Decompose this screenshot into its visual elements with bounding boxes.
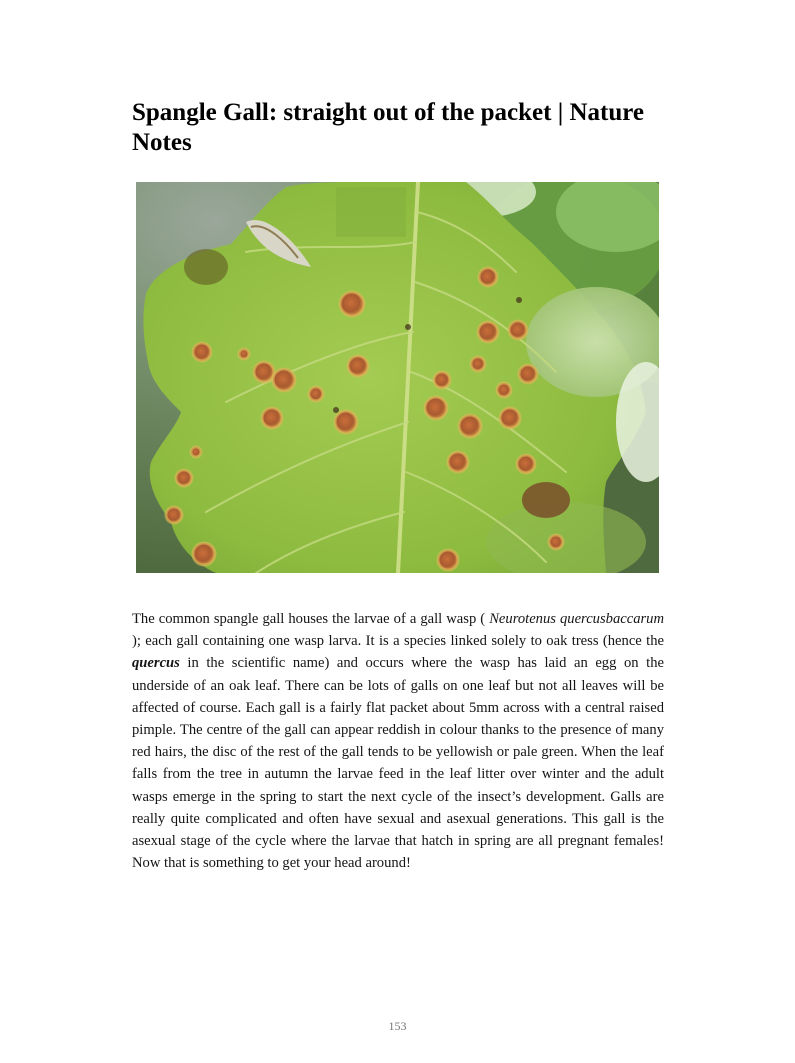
paragraph-text-1: The common spangle gall houses the larvae of a gall wasp ( — [132, 611, 490, 627]
body-paragraph — [132, 608, 664, 874]
paragraph-text-3: in the scientific name) and occurs where the wasp has laid an egg on the underside of an oak leaf. There can be lots of galls on one leaf but not all leaves will be affected of course. Each gall is a fairly flat packet about 5mm across with a central raised pimple. The centre of the gall can appear reddish in colour thanks to the presence of many red hairs, the disc of the rest of the gall tends to be yellowish or pale green. When the leaf falls from the tree in autumn the larvae feed in the leaf litter over winter and the adult wasps emerge in the spring to start the next cycle of the insect’s development. Galls are really quite complicated and often have sexual and asexual generations. This gall is the asexual stage of the cycle where the larvae that hatch in spring are all pregnant females! Now that is something to get your head around! — [132, 655, 664, 872]
paragraph-text-2: ); each gall containing one wasp larva. It is a species linked solely to oak tress (hence the — [132, 633, 664, 650]
spangle-gall-image — [136, 182, 659, 573]
page-number: 153 — [388, 1019, 407, 1033]
page-title: Spangle Gall: straight out of the packet | Nature Notes — [132, 99, 644, 156]
oak-leaf-photo — [136, 182, 659, 573]
species-name: Neurotenus quercusbaccarum — [489, 611, 665, 627]
genus-name: quercus — [132, 655, 180, 672]
